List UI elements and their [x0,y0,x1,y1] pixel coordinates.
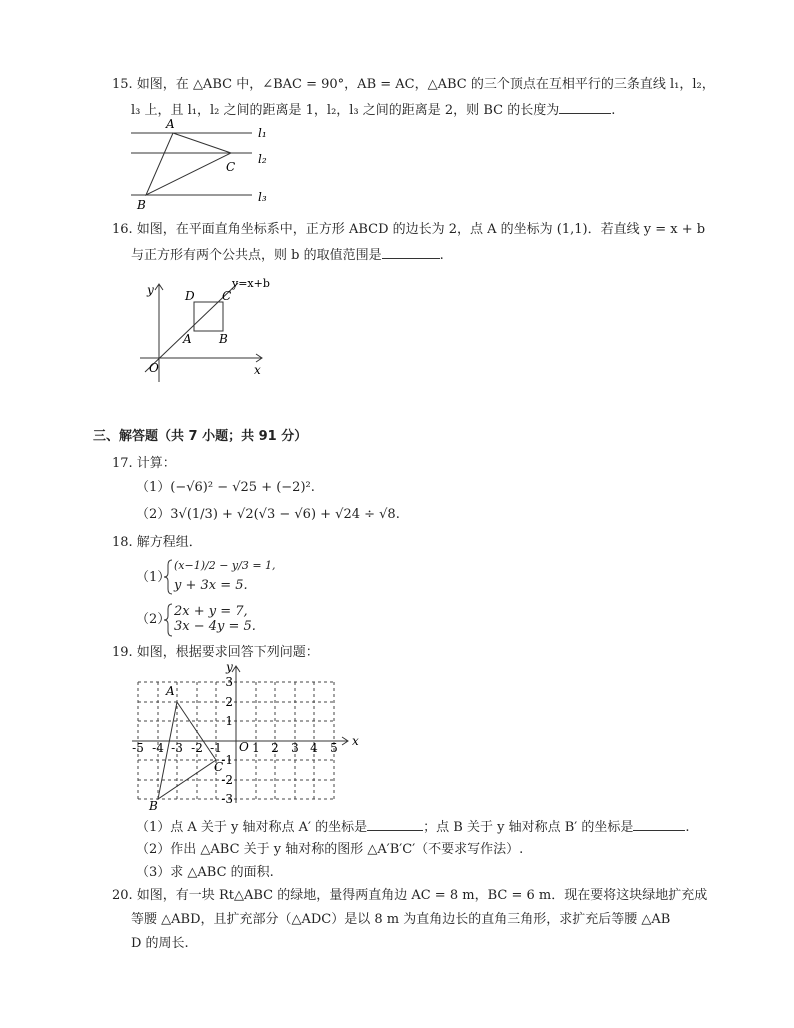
q17-part2: （2）3√(1/3) + √2(√3 − √6) + √24 ÷ √8. [136,507,400,522]
q18-p2-label: （2） [136,612,171,627]
q15-label-A: A [166,117,175,131]
q15-label-l1: l₁ [258,126,267,140]
q19-label-y: y [226,660,233,674]
q19-answer-blank-1 [367,818,423,831]
q19-label-O: O [239,740,249,754]
q19-label-x: x [352,734,359,748]
q19-part1-a: （1）点 A 关于 y 轴对称点 A′ 的坐标是 [136,820,368,835]
q19-ytick: 2 [225,695,233,709]
q16-line2-text: 与正方形有两个公共点，则 b 的取值范围是 [131,248,382,263]
q18-p1-label: （1） [136,570,171,585]
q19-ytick: 3 [225,675,233,689]
q16-line1: 16. 如图，在平面直角坐标系中，正方形 ABCD 的边长为 2，点 A 的坐标为 (1,1)．若直线 y = x + b [112,222,706,237]
q19-ytick: -2 [221,773,233,787]
q19-xtick: -2 [191,741,203,755]
q16-label-A: A [183,332,192,346]
q19-xtick: 4 [310,741,318,755]
q20-line1: 20. 如图，有一块 Rt△ABC 的绿地，量得两直角边 AC = 8 m，BC = 6 m．现在要将这块绿地扩充成 [112,888,708,903]
q19-xtick: -3 [171,741,183,755]
q15-line2-end: . [611,103,616,118]
q19-xtick: -5 [132,741,144,755]
q15-label-C: C [226,160,236,174]
q19-title: 19. 如图，根据要求回答下列问题： [112,645,319,660]
q18-title: 18. 解方程组． [112,535,202,550]
q16-label-line: y=x+b [232,277,270,290]
q16-label-C: C [222,289,232,303]
q16-label-B: B [219,332,228,346]
q19-xtick: 5 [330,741,338,755]
q19-xtick: 2 [271,741,279,755]
q19-x-ticks [132,741,338,755]
q15-label-l2: l₂ [258,152,267,166]
q17-part1: （1）(−√6)² − √25 + (−2)². [136,480,315,495]
q19-label-C: C [214,760,224,774]
q19-xtick: 1 [252,741,260,755]
q15-line1: 15. 如图，在 △ABC 中，∠BAC = 90°，AB = AC，△ABC 的三个顶点在互相平行的三条直线 l₁，l₂， [112,77,715,92]
q19-xtick: -4 [152,741,164,755]
q17-title: 17. 计算： [112,456,176,471]
q19-xtick: -1 [210,741,222,755]
q15-label-B: B [137,198,146,212]
q19-ytick: -1 [221,753,233,767]
q15-label-l3: l₃ [258,190,267,204]
q18-p2-eq2: 3x − 4y = 5. [174,619,256,634]
q16-label-O: O [149,361,159,375]
q20-line2: 等腰 △ABD，且扩充部分（△ADC）是以 8 m 为直角边长的直角三角形，求扩充后等腰 △AB [131,912,671,927]
q19-xtick: 3 [291,741,299,755]
q19-part3: （3）求 △ABC 的面积. [136,865,274,880]
q19-ytick: 1 [225,714,233,728]
q19-part2: （2）作出 △ABC 关于 y 轴对称的图形 △A′B′C′（不要求写作法）. [136,842,524,857]
q19-label-B: B [149,799,158,813]
q20-line3: D 的周长. [131,936,189,951]
q19-answer-blank-2 [633,818,685,831]
q19-part1-end: . [685,820,690,835]
q19-triangle [158,702,216,799]
q19-ytick: -3 [221,792,233,806]
q19-part1 [136,818,689,836]
q16-line2-end: . [439,248,444,263]
q19-label-A: A [166,684,175,698]
q19-part1-b: ；点 B 关于 y 轴对称点 B′ 的坐标是 [423,820,634,835]
q15-line2-text: l₃ 上，且 l₁，l₂ 之间的距离是 1，l₂，l₃ 之间的距离是 2，则 BC 的长度为 [131,103,560,118]
q18-p2-eq1: 2x + y = 7, [174,604,248,619]
section3-title: 三、解答题（共 7 小题；共 91 分） [93,429,308,444]
q16-label-y: y [147,283,154,297]
q16-label-D: D [185,289,195,303]
q18-p1-eq2: y + 3x = 5. [174,578,248,593]
q16-label-x: x [254,363,261,377]
q18-p1-eq1: (x−1)/2 − y/3 = 1, [174,559,276,572]
